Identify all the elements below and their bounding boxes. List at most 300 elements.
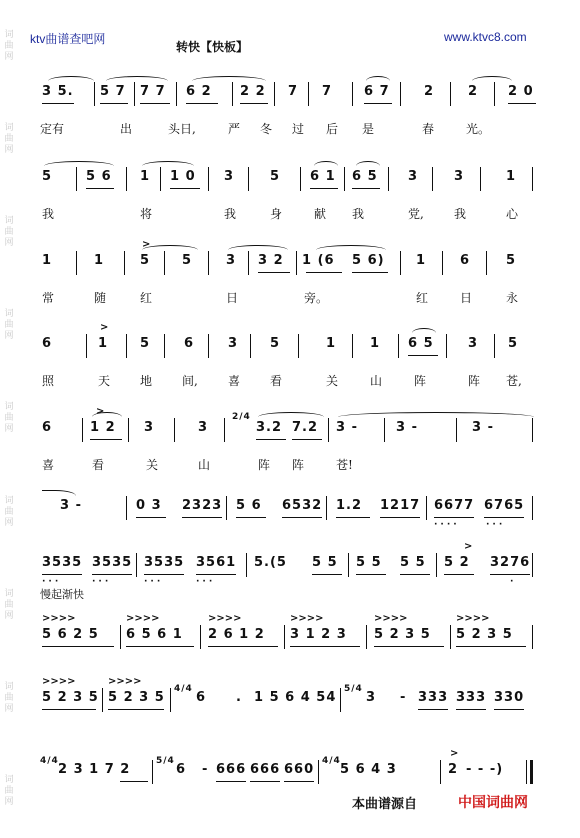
watermark-group: [4, 682, 13, 715]
barline: [296, 251, 297, 275]
watermark-glyph: 词: [4, 495, 14, 506]
watermark-glyph: 词: [4, 588, 14, 599]
watermark-glyph: 曲: [4, 785, 14, 796]
barline: [298, 334, 299, 358]
barline: [208, 334, 209, 358]
note-group: 3: [468, 336, 479, 351]
watermark-glyph: 词: [4, 774, 14, 785]
barline: [250, 334, 251, 358]
barline: [480, 167, 481, 191]
octave-dots: ···: [196, 577, 216, 587]
note-group: 5: [182, 253, 193, 268]
note-group: 6: [42, 336, 53, 351]
note-group: 7 7: [140, 84, 166, 99]
barline: [526, 760, 527, 784]
note-group: -: [400, 690, 407, 705]
barline: [124, 251, 125, 275]
note-group: 2 6 1 2: [208, 627, 265, 642]
lyric: 心: [506, 207, 519, 221]
note-group: 6 1: [310, 169, 336, 184]
lyric: 光。: [466, 122, 491, 136]
barline: [128, 418, 129, 442]
watermark-group: [4, 589, 13, 622]
beam: [258, 272, 290, 273]
beam: [186, 103, 218, 104]
accent-marks: >>>>: [42, 613, 76, 624]
accent-mark: >: [100, 322, 109, 333]
barline: [102, 688, 103, 712]
slur: [338, 412, 534, 422]
note-group: 1 2: [90, 420, 116, 435]
note-group: 3 -: [60, 498, 82, 513]
note-group: - - -): [466, 762, 504, 777]
note-group: 5 6: [236, 498, 262, 513]
note-group: 6: [176, 762, 187, 777]
watermark-glyph: 网: [4, 517, 14, 528]
beam: [90, 439, 122, 440]
beam: [196, 574, 236, 575]
accent-marks: >>>>: [208, 613, 242, 624]
note-group: 3 5.: [42, 84, 74, 99]
lyric: 阵: [292, 458, 305, 472]
watermark-glyph: 网: [4, 796, 14, 807]
note-group: 2: [468, 84, 479, 99]
note-group: 2 0: [508, 84, 534, 99]
lyric: 我: [224, 207, 237, 221]
slur: [472, 76, 512, 86]
beam: [140, 103, 170, 104]
barline: [450, 625, 451, 649]
lyric: 地: [140, 374, 153, 388]
slur: [316, 245, 386, 255]
lyric: 日: [460, 291, 473, 305]
barline: [308, 82, 309, 106]
lyric: 苍,: [506, 374, 522, 388]
slur: [412, 328, 436, 338]
lyric: 间,: [182, 374, 198, 388]
barline: [532, 625, 533, 649]
barline: [136, 553, 137, 577]
lyric: 关: [326, 374, 339, 388]
note-group: 5 6): [352, 253, 385, 268]
watermark-glyph: 曲: [4, 692, 14, 703]
watermark-glyph: 曲: [4, 134, 14, 145]
note-group: -: [202, 762, 209, 777]
note-group: 333: [456, 690, 487, 705]
barline: [494, 334, 495, 358]
beam: [408, 355, 438, 356]
barline: [120, 625, 121, 649]
lyric: 随: [94, 291, 107, 305]
note-group: 1 0: [170, 169, 196, 184]
note-group: 6677: [434, 498, 475, 513]
beam: [250, 781, 280, 782]
watermark-glyph: 网: [4, 424, 14, 435]
watermark-glyph: 词: [4, 216, 14, 227]
barline: [352, 334, 353, 358]
note-group: 3535: [144, 555, 185, 570]
note-group: 5/4: [344, 684, 363, 694]
beam: [120, 781, 148, 782]
note-group: 3.2: [256, 420, 283, 435]
beam: [490, 574, 530, 575]
beam: [306, 272, 342, 273]
note-group: 2: [448, 762, 459, 777]
barline: [208, 167, 209, 191]
note-group: 5 2 3 5: [374, 627, 431, 642]
beam: [374, 646, 444, 647]
beam: [256, 439, 286, 440]
beam: [400, 574, 430, 575]
lyric: 看: [270, 374, 283, 388]
slur: [44, 161, 114, 171]
lyric: 日: [226, 291, 239, 305]
note-group: 5 2 3 5: [456, 627, 513, 642]
beam: [126, 646, 194, 647]
barline: [352, 82, 353, 106]
note-group: 5: [270, 336, 281, 351]
lyric: 严: [228, 122, 241, 136]
tempo-marking: 转快【快板】: [176, 40, 249, 54]
watermark-group: [4, 216, 13, 249]
note-group: 1: [42, 253, 53, 268]
beam: [456, 646, 526, 647]
barline: [366, 625, 367, 649]
note-group: 1.2: [336, 498, 363, 513]
watermark-group: [4, 775, 13, 808]
lyric: 将: [140, 207, 153, 221]
barline: [126, 334, 127, 358]
watermark-glyph: 词: [4, 309, 14, 320]
octave-dots: ···: [42, 577, 62, 587]
note-group: 666: [250, 762, 281, 777]
note-group: 5 6 4 3: [340, 762, 397, 777]
lyric: 阵: [468, 374, 481, 388]
slur: [48, 76, 94, 86]
beam: [236, 517, 266, 518]
barline: [82, 418, 83, 442]
note-group: 3276: [490, 555, 531, 570]
source-label: 本曲谱源自: [352, 797, 418, 812]
barline: [224, 418, 225, 442]
note-group: 6 7: [364, 84, 390, 99]
beam: [240, 103, 268, 104]
slur: [314, 161, 338, 171]
beam: [494, 709, 524, 710]
lyric: 定有: [40, 122, 65, 136]
note-group: 1: [94, 253, 105, 268]
note-group: 1: [140, 169, 151, 184]
barline: [450, 82, 451, 106]
note-group: 5 7: [100, 84, 126, 99]
note-group: 5: [140, 253, 151, 268]
slur: [142, 245, 198, 255]
watermark-group: [4, 496, 13, 529]
octave-dots: ····: [434, 520, 460, 530]
note-group: 6: [460, 253, 471, 268]
barline: [440, 760, 441, 784]
watermark-glyph: 网: [4, 145, 14, 156]
accent-mark: >: [464, 541, 473, 552]
barline: [126, 496, 127, 520]
beam: [508, 103, 536, 104]
barline: [94, 82, 95, 106]
slur: [192, 76, 266, 86]
beam: [86, 188, 114, 189]
beam: [292, 439, 322, 440]
final-barline: [530, 760, 533, 784]
barline: [348, 553, 349, 577]
barline: [532, 553, 533, 577]
note-group: 666: [216, 762, 247, 777]
note-group: 5 5: [312, 555, 338, 570]
watermark-glyph: 曲: [4, 227, 14, 238]
beam: [282, 517, 322, 518]
octave-dots: ···: [92, 577, 112, 587]
note-group: 4/4: [322, 756, 341, 766]
watermark-group: [4, 402, 13, 435]
barline: [398, 334, 399, 358]
note-group: 1: [326, 336, 337, 351]
barline: [532, 496, 533, 520]
beam: [284, 781, 314, 782]
lyric: 冬: [260, 122, 273, 136]
barline: [436, 553, 437, 577]
lyric: 阵: [414, 374, 427, 388]
note-group: 2/4: [232, 412, 251, 422]
header-site-left: ktv曲谱查吧网: [30, 32, 106, 46]
beam: [92, 574, 132, 575]
barline: [274, 82, 275, 106]
note-group: 3 -: [396, 420, 418, 435]
lyric: 喜: [42, 458, 55, 472]
note-group: 5: [140, 336, 151, 351]
lyric: 我: [42, 207, 55, 221]
lyric: 献: [314, 207, 327, 221]
beam: [108, 709, 164, 710]
barline: [284, 625, 285, 649]
barline: [300, 167, 301, 191]
note-group: 6: [184, 336, 195, 351]
note-group: 660: [284, 762, 315, 777]
note-group: 1: [506, 169, 517, 184]
watermark-group: [4, 309, 13, 342]
note-group: 2323: [182, 498, 223, 513]
note-group: 5: [270, 169, 281, 184]
note-group: 1 (6: [302, 253, 335, 268]
note-group: 5: [508, 336, 519, 351]
note-group: 7.2: [292, 420, 319, 435]
barline: [442, 251, 443, 275]
beam: [144, 574, 184, 575]
barline: [532, 167, 533, 191]
watermark-glyph: 网: [4, 238, 14, 249]
beam: [310, 188, 338, 189]
barline: [388, 167, 389, 191]
barline: [318, 760, 319, 784]
note-group: 2: [424, 84, 435, 99]
lyric: 过: [292, 122, 305, 136]
lyric: 后: [326, 122, 339, 136]
lyric: 红: [140, 291, 153, 305]
barline: [226, 496, 227, 520]
barline: [86, 334, 87, 358]
barline: [486, 251, 487, 275]
lyric: 是: [362, 122, 375, 136]
note-group: 3: [144, 420, 155, 435]
note-group: 333: [418, 690, 449, 705]
barline: [426, 496, 427, 520]
note-group: 5: [42, 169, 53, 184]
note-group: 3: [228, 336, 239, 351]
note-group: 2 2: [240, 84, 266, 99]
header-site-right: www.ktvc8.com: [444, 30, 527, 44]
beam: [136, 517, 166, 518]
watermark-glyph: 曲: [4, 41, 14, 52]
slur: [356, 161, 380, 171]
note-group: 3: [224, 169, 235, 184]
edge-watermark: [2, 0, 16, 838]
barline: [200, 625, 201, 649]
note-group: 2 3 1 7 2: [58, 762, 131, 777]
note-group: 5.(5: [254, 555, 287, 570]
watermark-glyph: 曲: [4, 599, 14, 610]
note-group: 5 5: [356, 555, 382, 570]
accent-mark: >: [450, 748, 459, 759]
note-group: 6765: [484, 498, 525, 513]
watermark-glyph: 网: [4, 331, 14, 342]
note-group: 3535: [92, 555, 133, 570]
slur: [92, 412, 122, 422]
note-group: 6532: [282, 498, 323, 513]
watermark-group: [4, 123, 13, 156]
lyric: 永: [506, 291, 519, 305]
octave-dots: ·: [510, 577, 517, 587]
slur: [228, 245, 288, 255]
lyric: 阵: [258, 458, 271, 472]
beam: [42, 646, 114, 647]
note-group: 3: [454, 169, 465, 184]
note-group: 5 2 3 5: [108, 690, 165, 705]
note-group: 6 5: [352, 169, 378, 184]
note-group: 6 5 6 1: [126, 627, 183, 642]
watermark-glyph: 词: [4, 402, 14, 413]
barline: [208, 251, 209, 275]
note-group: 1: [98, 336, 109, 351]
note-group: .: [236, 690, 242, 705]
beam: [356, 574, 386, 575]
lyric: 我: [454, 207, 467, 221]
note-group: 5 2 3 5: [42, 690, 99, 705]
lyric: 喜: [228, 374, 241, 388]
accent-marks: >>>>: [108, 676, 142, 687]
note-group: 5 6 2 5: [42, 627, 99, 642]
watermark-glyph: 网: [4, 52, 14, 63]
lyric: 红: [416, 291, 429, 305]
accent-marks: >>>>: [290, 613, 324, 624]
watermark-glyph: 网: [4, 703, 14, 714]
note-group: 6: [196, 690, 207, 705]
lyric: 身: [270, 207, 283, 221]
beam: [352, 272, 388, 273]
lyric: 照: [42, 374, 55, 388]
note-group: 3: [366, 690, 377, 705]
note-group: 0 3: [136, 498, 162, 513]
barline: [152, 760, 153, 784]
watermark-glyph: 网: [4, 610, 14, 621]
note-group: 5: [506, 253, 517, 268]
barline: [432, 167, 433, 191]
octave-dots: ···: [144, 577, 164, 587]
lyric: 党,: [408, 207, 424, 221]
note-group: 6: [42, 420, 53, 435]
beam: [418, 709, 448, 710]
lyric: 出: [120, 122, 133, 136]
barline: [176, 82, 177, 106]
accent-mark: >: [96, 406, 105, 417]
note-group: 7: [322, 84, 333, 99]
barline: [326, 496, 327, 520]
beam: [380, 517, 420, 518]
accent-marks: >>>>: [126, 613, 160, 624]
lyric: 山: [370, 374, 383, 388]
lyric: 旁。: [304, 291, 329, 305]
barline: [170, 688, 171, 712]
barline: [174, 418, 175, 442]
watermark-glyph: 词: [4, 123, 14, 134]
beam: [208, 646, 278, 647]
lyric: 常: [42, 291, 55, 305]
lyric: 我: [352, 207, 365, 221]
beam: [434, 517, 474, 518]
accent-marks: >>>>: [456, 613, 490, 624]
note-group: 3 2: [258, 253, 284, 268]
beam: [42, 103, 74, 104]
note-group: 4/4: [174, 684, 193, 694]
lyric: 天: [98, 374, 111, 388]
lyric: 苍!: [336, 458, 353, 472]
note-group: 6 2: [186, 84, 212, 99]
barline: [344, 167, 345, 191]
note-group: 1: [370, 336, 381, 351]
slur: [258, 412, 324, 422]
note-group: 5 5: [400, 555, 426, 570]
beam: [100, 103, 128, 104]
accent-mark: >: [142, 239, 151, 250]
note-group: 4/4: [40, 756, 59, 766]
barline: [246, 553, 247, 577]
accent-marks: >>>>: [42, 676, 76, 687]
note-group: 3535: [42, 555, 83, 570]
barline: [340, 688, 341, 712]
beam: [352, 188, 380, 189]
slur: [142, 161, 194, 171]
watermark-glyph: 曲: [4, 413, 14, 424]
note-group: 3: [226, 253, 237, 268]
note-group: 7: [288, 84, 299, 99]
watermark-glyph: 词: [4, 681, 14, 692]
slur: [366, 76, 390, 86]
note-group: 3561: [196, 555, 237, 570]
beam: [182, 517, 222, 518]
note-group: 3 -: [336, 420, 358, 435]
beam: [42, 709, 96, 710]
note-group: 1: [416, 253, 427, 268]
watermark-glyph: 词: [4, 30, 14, 41]
note-group: 5 2: [444, 555, 470, 570]
note-group: 3: [408, 169, 419, 184]
source-site: 中国词曲网: [458, 795, 528, 811]
